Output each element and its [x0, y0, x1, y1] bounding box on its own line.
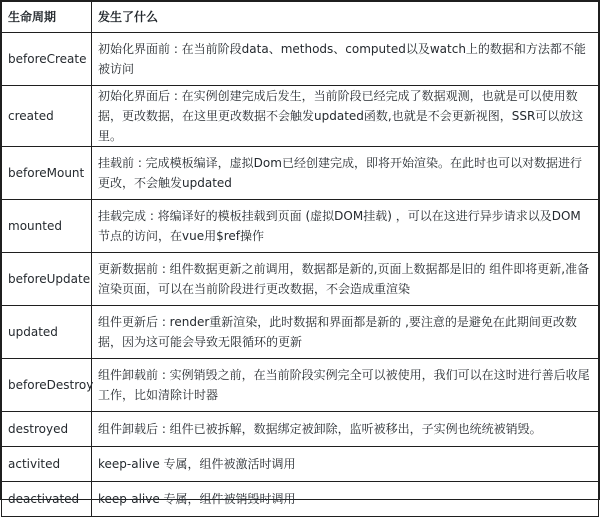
table-row [2, 253, 599, 306]
table-row [2, 412, 599, 447]
lifecycle-hook-description: 组件卸载后 : 组件已被拆解，数据绑定被卸除，监听被移出，子实例也统统被销毁。 [92, 412, 599, 447]
table-row [2, 86, 599, 147]
lifecycle-hook-description: 挂载前 : 完成模板编译，虚拟Dom已经创建完成，即将开始渲染。在此时也可以对数据进行更改，不会触发updated [92, 147, 599, 200]
lifecycle-hook-name: mounted [2, 200, 92, 253]
lifecycle-hook-description: 组件卸载前 : 实例销毁之前，在当前阶段实例完全可以被使用，我们可以在这时进行善后收尾工作，比如清除计时器 [92, 359, 599, 412]
lifecycle-hook-name: beforeCreate [2, 33, 92, 86]
lifecycle-table [1, 1, 599, 517]
lifecycle-hook-description: 更新数据前 : 组件数据更新之前调用，数据都是新的,页面上数据都是旧的 组件即将更新,准备渲染页面，可以在当前阶段进行更改数据，不会造成重渲染 [92, 253, 599, 306]
column-header-lifecycle: 生命周期 [2, 2, 92, 33]
lifecycle-hook-description: keep-alive 专属，组件被激活时调用 [92, 447, 599, 482]
lifecycle-hook-description: 挂载完成 : 将编译好的模板挂载到页面 (虚拟DOM挂载) ，可以在这进行异步请求以及DOM节点的访问，在vue用$ref操作 [92, 200, 599, 253]
table-row [2, 306, 599, 359]
lifecycle-hook-name: created [2, 86, 92, 147]
column-header-description: 发生了什么 [92, 2, 599, 33]
lifecycle-hook-name: activited [2, 447, 92, 482]
lifecycle-hook-description: 组件更新后 : render重新渲染，此时数据和界面都是新的 ,要注意的是避免在此期间更改数据，因为这可能会导致无限循环的更新 [92, 306, 599, 359]
table-header-row [2, 2, 599, 33]
lifecycle-hook-name: deactivated [2, 482, 92, 517]
lifecycle-hook-description: 初始化界面前 : 在当前阶段data、methods、computed以及watch上的数据和方法都不能被访问 [92, 33, 599, 86]
lifecycle-hook-name: updated [2, 306, 92, 359]
lifecycle-hook-description: keep-alive 专属，组件被销毁时调用 [92, 482, 599, 517]
table-row [2, 147, 599, 200]
table-row [2, 200, 599, 253]
lifecycle-hook-name: beforeUpdate [2, 253, 92, 306]
table-row [2, 33, 599, 86]
lifecycle-hook-description: 初始化界面后 : 在实例创建完成后发生，当前阶段已经完成了数据观测，也就是可以使用数据，更改数据，在这里更改数据不会触发updated函数,也就是不会更新视图，SSR可以放这里。 [92, 86, 599, 147]
lifecycle-hook-name: beforeDestroy [2, 359, 92, 412]
table-row [2, 482, 599, 517]
lifecycle-hook-name: destroyed [2, 412, 92, 447]
table-row [2, 447, 599, 482]
table-row [2, 359, 599, 412]
lifecycle-hook-name: beforeMount [2, 147, 92, 200]
